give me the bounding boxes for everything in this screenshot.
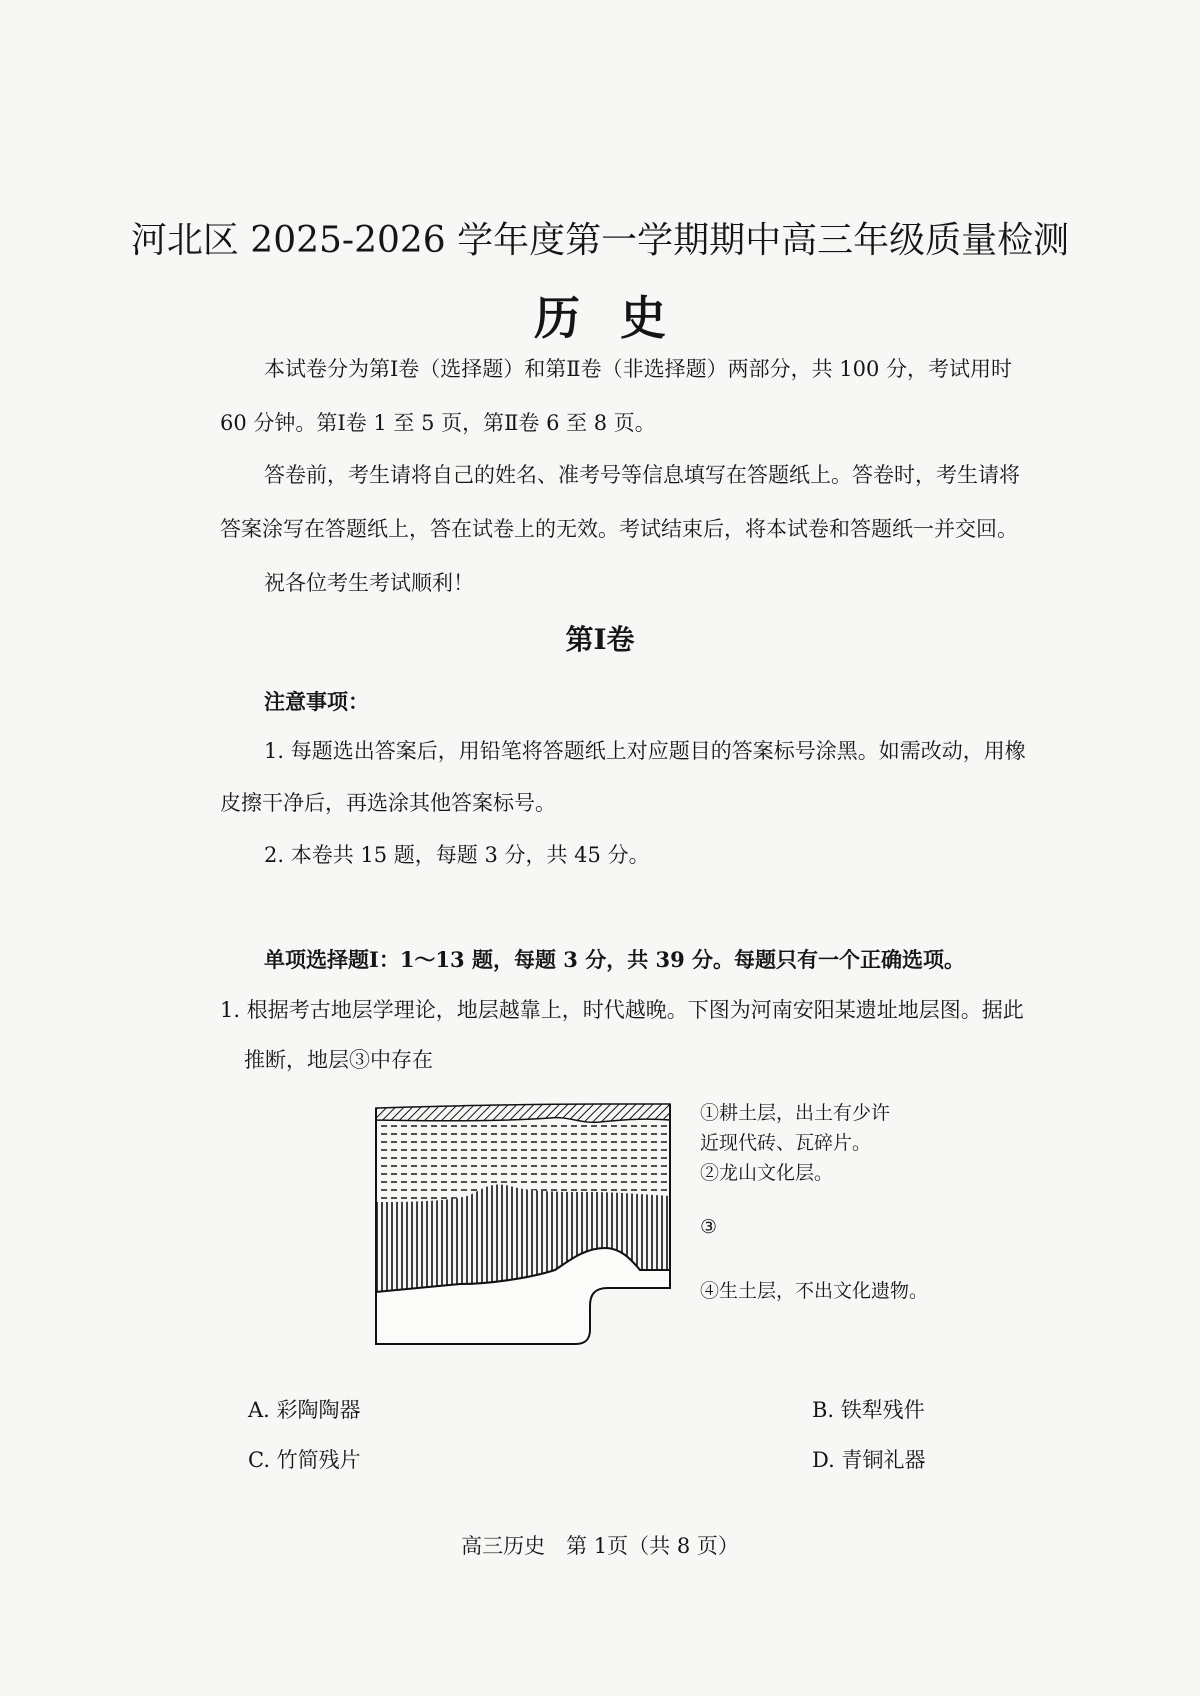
strata-label-3: ③: [700, 1216, 718, 1238]
volume-title: 第Ⅰ卷: [565, 623, 635, 656]
question-stem-line-1: 1. 根据考古地层学理论，地层越靠上，时代越晚。下图为河南安阳某遗址地层图。据此: [220, 998, 1024, 1022]
stratigraphy-diagram: [370, 1098, 690, 1398]
subject-title: 历史: [534, 291, 706, 345]
strata-label-4: ④生土层，不出文化遗物。: [700, 1280, 929, 1302]
intro-line-3: 答卷前，考生请将自己的姓名、准考号等信息填写在答题纸上。答卷时，考生请将: [264, 463, 1020, 487]
question-stem-line-2: 推断，地层③中存在: [244, 1048, 433, 1072]
notice-1-line-1: 1. 每题选出答案后，用铅笔将答题纸上对应题目的答案标号涂黑。如需改动，用橡: [264, 739, 1026, 763]
strata-label-1-line-1: ①耕土层，出土有少许: [700, 1102, 891, 1124]
section-heading: 单项选择题Ⅰ：1～13 题，每题 3 分，共 39 分。每题只有一个正确选项。: [264, 947, 966, 972]
intro-line-1: 本试卷分为第Ⅰ卷（选择题）和第Ⅱ卷（非选择题）两部分，共 100 分，考试用时: [264, 357, 1012, 381]
intro-line-5: 祝各位考生考试顺利！: [264, 571, 474, 595]
option-d: D. 青铜礼器: [812, 1448, 926, 1472]
layer-1-plough-soil: [376, 1104, 670, 1122]
strata-label-1-line-2: 近现代砖、瓦碎片。: [700, 1132, 872, 1154]
strata-label-2: ②龙山文化层。: [700, 1162, 834, 1184]
intro-line-4: 答案涂写在答题纸上，答在试卷上的无效。考试结束后，将本试卷和答题纸一并交回。: [220, 517, 1018, 541]
notice-2: 2. 本卷共 15 题，每题 3 分，共 45 分。: [264, 843, 650, 867]
option-c: C. 竹简残片: [248, 1448, 361, 1472]
option-a: A. 彩陶陶器: [248, 1398, 361, 1422]
intro-line-2: 60 分钟。第Ⅰ卷 1 至 5 页，第Ⅱ卷 6 至 8 页。: [220, 411, 656, 435]
notice-1-line-2: 皮擦干净后，再选涂其他答案标号。: [220, 791, 556, 815]
option-b: B. 铁犁残件: [812, 1398, 925, 1422]
notice-heading: 注意事项：: [264, 689, 369, 714]
page-footer: 高三历史 第 1页（共 8 页）: [461, 1534, 739, 1558]
exam-title: 河北区 2025-2026 学年度第一学期期中高三年级质量检测: [130, 220, 1070, 261]
